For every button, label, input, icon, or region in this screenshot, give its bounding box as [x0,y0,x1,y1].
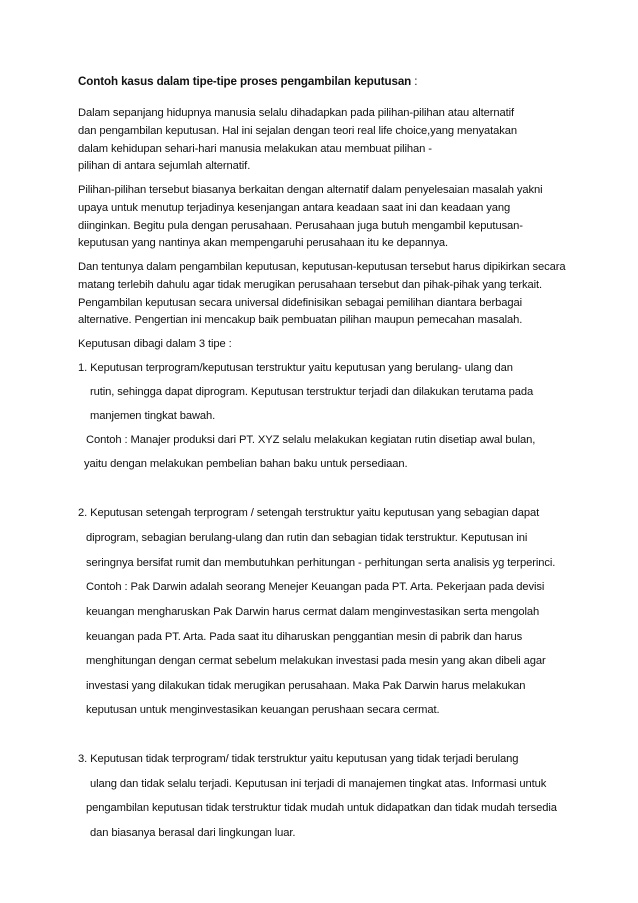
paragraph-line: dan pengambilan keputusan. Hal ini sejalan dengan teori real life choice,yang menyatakan [78,125,517,137]
title-bold-text: Contoh kasus dalam tipe-tipe proses pengambilan keputusan [78,75,412,88]
title-suffix: : [411,75,418,88]
example-line: yaitu dengan melakukan pembelian bahan baku untuk persediaan. [84,458,408,470]
example-line: Contoh : Manajer produksi dari PT. XYZ selalu melakukan kegiatan rutin disetiap awal bulan, [86,434,536,446]
example-line: keputusan untuk menginvestasikan keuangan perushaan secara cermat. [86,704,440,716]
paragraph-line: diinginkan. Begitu pula dengan perusahaan. Perusahaan juga butuh mengambil keputusan- [78,220,523,232]
paragraph-line: Dalam sepanjang hidupnya manusia selalu dihadapkan pada pilihan-pilihan atau alternatif [78,107,515,119]
example-line: keuangan mengharuskan Pak Darwin harus cermat dalam menginvestasikan serta mengolah [86,606,540,618]
paragraph-line: upaya untuk menutup terjadinya kesenjangan antara keadaan saat ini dan keadaan yang [78,202,511,214]
example-line: investasi yang dilakukan tidak merugikan perusahaan. Maka Pak Darwin harus melakukan [86,680,526,692]
list-item-2: 2. Keputusan setengah terprogram / setengah terstruktur yaitu keputusan yang sebagian dapat [78,507,540,519]
paragraph-line: pilihan di antara sejumlah alternatif. [78,160,251,172]
example-line: Contoh : Pak Darwin adalah seorang Menejer Keuangan pada PT. Arta. Pekerjaan pada devisi [86,581,545,593]
paragraph-line: Dan tentunya dalam pengambilan keputusan, keputusan-keputusan tersebut harus dipikirkan secara [78,261,566,273]
paragraph-line: alternative. Pengertian ini mencakup baik pembuatan pilihan maupun pemecahan masalah. [78,314,523,326]
section-heading: Keputusan dibagi dalam 3 tipe : [78,338,232,350]
example-line: menghitungan dengan cermat sebelum melakukan investasi pada mesin yang akan dibeli agar [86,655,546,667]
list-item-line: seringnya bersifat rumit dan membutuhkan perhitungan - perhitungan serta analisis yg terperinci. [86,557,556,569]
document-title [78,75,417,88]
list-item-1: 1. Keputusan terprogram/keputusan terstruktur yaitu keputusan yang berulang- ulang dan [78,362,513,374]
paragraph-line: Pilihan-pilihan tersebut biasanya berkaitan dengan alternatif dalam penyelesaian masalah yakni [78,184,543,196]
example-line: keuangan pada PT. Arta. Pada saat itu diharuskan penggantian mesin di pabrik dan harus [86,631,523,643]
list-item-3: 3. Keputusan tidak terprogram/ tidak terstruktur yaitu keputusan yang tidak terjadi berulang [78,753,519,765]
list-item-line: ulang dan tidak selalu terjadi. Keputusan ini terjadi di manajemen tingkat atas. Informasi untuk [90,778,547,790]
list-item-line: dan biasanya berasal dari lingkungan luar. [90,827,296,839]
paragraph-line: Pengambilan keputusan secara universal didefinisikan sebagai pemilihan diantara berbagai [78,297,522,309]
list-item-line: manjemen tingkat bawah. [90,410,216,422]
paragraph-line: keputusan yang nantinya akan mempengaruhi perusahaan itu ke depannya. [78,237,449,249]
list-item-line: diprogram, sebagian berulang-ulang dan rutin dan sebagian tidak terstruktur. Keputusan ini [86,532,528,544]
list-item-line: rutin, sehingga dapat diprogram. Keputusan terstruktur terjadi dan dilakukan terutama pada [90,386,534,398]
paragraph-line: matang terlebih dahulu agar tidak merugikan perusahaan tersebut dan pihak-pihak yang terkait. [78,279,542,291]
paragraph-line: dalam kehidupan sehari-hari manusia melakukan atau membuat pilihan - [78,143,432,155]
list-item-line: pengambilan keputusan tidak terstruktur tidak mudah untuk didapatkan dan tidak mudah tersedia [86,802,557,814]
